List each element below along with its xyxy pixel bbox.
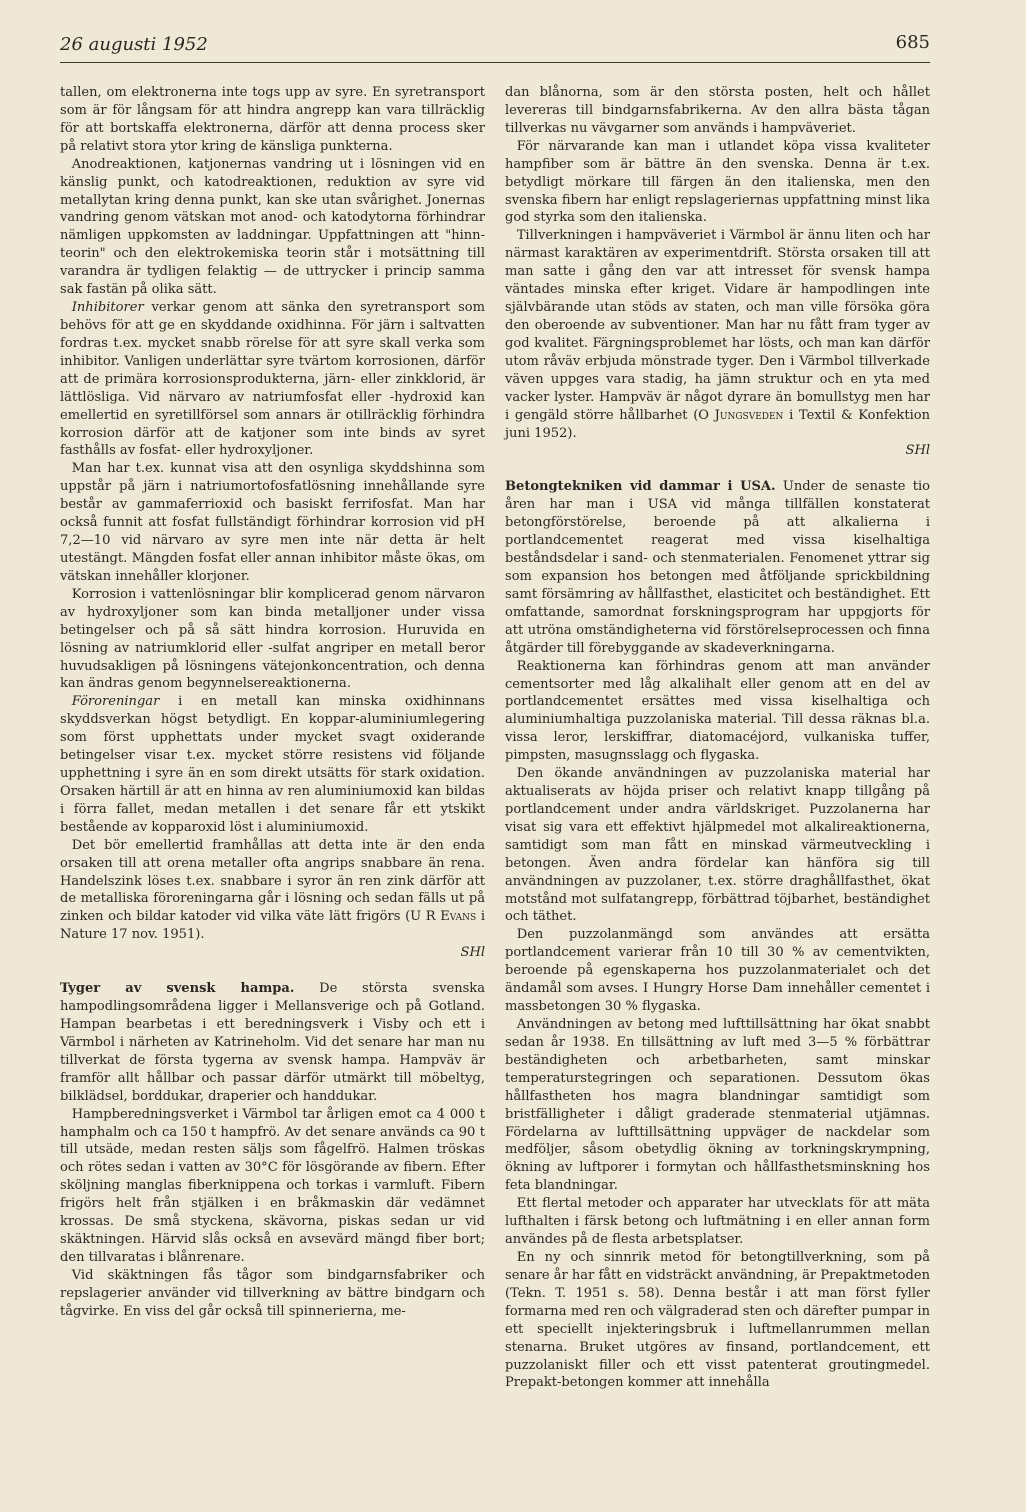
italic-term: Föroreningar <box>71 694 160 710</box>
paragraph-text: Tillverkningen i hampväveriet i Värmbol är ännu liten och har närmast karaktären av experimentdrift. Största orsaken till att man satte i gång den var att intresset för svensk hampa väntades minska efter kriget. Vidare är hampodlingen inte självbärande utan stöds av staten, och man ville försöka göra den oberoende av subventioner. Man har nu fått fram tyger av god kvalitet. Färgningsproblemet har lösts, och man kan därför utom råväv erbjuda mönstrade tyger. Den i Värmbol tillverkade väven uppges vara stadig, ha jämn struktur och en yta med vacker lyster. Hampväv är något dyrare än bomullstyg men har i gengäld större hållbarhet (O <box>505 228 930 423</box>
paragraph-text: i Textil & Konfektion juni 1952). <box>505 407 931 441</box>
signature: SHl <box>905 443 930 459</box>
paragraph <box>505 227 930 442</box>
paragraph: Den puzzolanmängd som användes att ersätta portlandcement varierar från 10 till 30 % av cementvikten, beroende på egenskaperna hos puzzolanmaterialet och det ändamål som avses. I Hungry Horse Dam innehåller cementet i massbetongen 30 % flygaska. <box>505 927 930 1015</box>
article-title: Tyger av svensk hampa. <box>60 981 295 997</box>
paragraph: För närvarande kan man i utlandet köpa vissa kvaliteter hampfiber som är bättre än den svenska. Denna är t.ex. betydligt mörkare till färgen än den italienska, men den svenska fibern har enligt repslageriernas uppfattning minst lika god styrka som den italienska. <box>505 138 930 226</box>
paragraph: Den ökande användningen av puzzolaniska material har aktualiserats av höjda priser och relativt knapp tillgång på portlandcement under andra världskriget. Puzzolanerna har visat sig vara ett effektivt hjälpmedel mot alkalireaktionerna, samtidigt som man fått en minskad värmeutveckling i betongen. Även andra fördelar kan hänföra sig till användningen av puzzolaner, t.ex. större draghållfasthet, ökat motstånd mot sulfatangrepp, förbättrad töjbarhet, beständighet och täthet. <box>505 766 930 925</box>
paragraph-text: i en metall kan minska oxidhinnans skyddsverkan högst betydligt. En koppar-aluminiumlegering som först upphettats under mycket svagt oxiderande betingelser visar t.ex. mycket större resistens vid följande upphettning i syre än en som direkt utsätts för stark oxidation. Orsaken härtill är att en hinna av ren aluminiumoxid kan bildas i förra fallet, medan metallen i det senare får ett ytskikt bestående av kopparoxid löst i aluminiumoxid. <box>60 694 485 835</box>
paragraph: dan blånorna, som är den största posten, helt och hållet levereras till bindgarnsfabrikerna. Av den allra bästa tågan tillverkas nu vävgarner som används i hampväveriet. <box>505 85 930 136</box>
paragraph: Reaktionerna kan förhindras genom att man använder cementsorter med låg alkalihalt eller genom att en del av portlandcementet ersättes med vissa kiselhaltiga och aluminiumhaltiga puzzolaniska material. Till dessa räknas bl.a. vissa leror, lerskiffrar, diatomacéjord, vulkaniska tuffer, pimpsten, masugnsslagg och flygaska. <box>505 658 930 764</box>
signature: SHl <box>460 945 485 961</box>
right-column <box>505 84 930 1392</box>
italic-term: Inhibitorer <box>71 300 144 316</box>
page-number: 685 <box>895 32 930 53</box>
paragraph: Anodreaktionen, katjonernas vandring ut i lösningen vid en känslig punkt, och katodreaktionen, reduktion av syre vid metallytan kring denna punkt, kan ske utan svårighet. Jonernas vandring genom vätskan mot anod- och katodytorna förhindrar nämligen uppkomsten av laddningar. Uppfattningen att "hinn-teorin" och den elektrokemiska teorin står i motsättning till varandra är tydligen felaktig — de uttrycker i princip samma sak fastän på olika sätt. <box>60 156 485 298</box>
paragraph-text: Under de senaste tio åren har man i USA vid många tillfällen konstaterat betongförstörelse, beroende på att alkalierna i portlandcementet reagerat med vissa kiselhaltiga beståndsdelar i sand- och stenmaterialen. Fenomenet yttrar sig som expansion hos betongen med åtföljande sprickbildning samt försämring av hållfasthet, elasticitet och beständighet. Ett omfattande, samordnat forskningsprogram har uppgjorts för att utröna omständigheterna vid förstörelseprocessen och finna åtgärder till förebyggande av skadeverkningarna. <box>505 479 930 656</box>
author-name: Evans <box>440 909 477 925</box>
paragraph: Ett flertal metoder och apparater har utvecklats för att mäta lufthalten i färsk betong och luftmätning i en eller annan form användes på de flesta arbetsplatser. <box>505 1196 930 1248</box>
paragraph-text: Det bör emellertid framhållas att detta inte är den enda orsaken till att orena metaller ofta angrips snabbare än rena. Handelszink löses t.ex. snabbare i syror än ren zink därför att de metalliska föroreningarna går i lösning och sedan fälls ut på zinken och bildar katoder vid vilka väte lätt frigörs (U R <box>60 837 485 925</box>
paragraph: En ny och sinnrik metod för betongtillverkning, som på senare år har fått en vidsträckt användning, är Prepaktmetoden (Tekn. T. 1951 s. 58). Denna består i att man först fyller formarna med ren och välgraderad sten och därefter pumpar in ett speciellt injekteringsbruk i luftmellanrummen mellan stenarna. Bruket utgöres av finsand, portlandcement, ett puzzolaniskt filler och ett visst patenterat groutingmedel. Prepakt-betongen kommer att innehålla <box>505 1250 930 1391</box>
paragraph-text: i Nature 17 nov. 1951). <box>60 909 486 943</box>
paragraph: Hampberedningsverket i Värmbol tar årligen emot ca 4 000 t hamphalm och ca 150 t hampfrö. Av det senare används ca 90 t till utsäde, medan resten säljs som fågelfrö. Halmen tröskas och rötes sedan i vatten av 30°C för lösgörande av fibern. Efter sköljning manglas fiberknippena och torkas i varmluft. Fibern frigörs helt från stjälken i en bråkmaskin där vedämnet krossas. De små styckena, skävorna, piskas sedan ur vid skäktningen. Härvid slås också en avsevärd mängd fiber bort; den tillvaratas i blånrenare. <box>60 1106 485 1265</box>
issue-date: 26 augusti 1952 <box>60 34 208 55</box>
paragraph: Vid skäktningen fås tågor som bindgarnsfabriker och repslagerier använder vid tillverkning av bättre bindgarn och tågvirke. En viss del går också till spinnerierna, me- <box>60 1267 485 1319</box>
article-paragraph <box>505 478 930 657</box>
paragraph <box>60 837 485 945</box>
author-name: Jungsveden <box>714 407 784 423</box>
article-paragraph <box>60 980 485 1105</box>
paragraph-text: De största svenska hampodlingsområdena ligger i Mellansverige och på Gotland. Hampan bearbetas i ett beredningsverk i Visby och ett i Värmbol i närheten av Katrineholm. Vid det senare har man nu tillverkat de första tygerna av svensk hampa. Hampväv är framför allt hållbar och passar därför utmärkt till möbeltyg, bilklädsel, borddukar, draperier och handdukar. <box>60 981 485 1104</box>
paragraph: Korrosion i vattenlösningar blir komplicerad genom närvaron av hydroxyljoner som kan binda metalljoner under vissa betingelser och på så sätt hindra korrosion. Huruvida en lösning av natriumklorid eller -sulfat angriper en metall beror huvudsakligen på lösningens vätejonkoncentration, och denna kan ändras genom begynnelsereaktionerna. <box>60 586 485 692</box>
paragraph-text: verkar genom att sänka den syretransport som behövs för att ge en skyddande oxidhinna. För järn i saltvatten fordras t.ex. mycket snabb rörelse för att syre skall verka som inhibitor. Vanligen underlättar syre tvärtom korrosionen, därför att de primära korrosionsprodukterna, järn- eller zinkklorid, är lättlösliga. Vid närvaro av natriumfosfat eller -hydroxid kan emellertid en syretillförsel som annars är otillräcklig förhindra korrosion därför att de katjoner som inte binds av syret fasthålls av fosfat- eller hydroxyljoner. <box>60 300 485 459</box>
paragraph: Användningen av betong med lufttillsättning har ökat snabbt sedan år 1938. En tillsättning av luft med 3—5 % förbättrar beständigheten och arbetbarheten, samt minskar temperaturstegringen och separationen. Dessutom ökas hållfastheten hos magra blandningar samtidigt som bristfälligheter i dåligt graderade stenmaterial utjämnas. Fördelarna av lufttillsättning uppväger de nackdelar som medföljer, såsom obetydlig ökning av torkningskrympning, ökning av luftporer i formytan och hållfasthetsminskning hos feta blandningar. <box>505 1017 930 1194</box>
running-header <box>60 30 930 63</box>
paragraph <box>60 299 485 460</box>
article-title: Betongtekniken vid dammar i USA. <box>505 479 776 495</box>
paragraph: Man har t.ex. kunnat visa att den osynliga skyddshinna som uppstår på järn i natriumortofosfatlösning innehållande syre består av gammaferrioxid och basiskt ferrifosfat. Man har också funnit att fosfat fullständigt förhindrar korrosion vid pH 7,2—10 vid närvaro av syre men inte när detta är helt utestängt. Mängden fosfat eller annan inhibitor måste ökas, om vätskan innehåller klorjoner. <box>60 461 485 584</box>
paragraph: tallen, om elektronerna inte togs upp av syre. En syretransport som är för långsam för att hindra angrepp kan vara tillräcklig för att bortskaffa elektronerna, därför att denna process sker på relativt stora ytor kring de känsliga punkterna. <box>60 85 485 154</box>
left-column <box>60 84 485 1321</box>
paragraph <box>60 693 485 836</box>
